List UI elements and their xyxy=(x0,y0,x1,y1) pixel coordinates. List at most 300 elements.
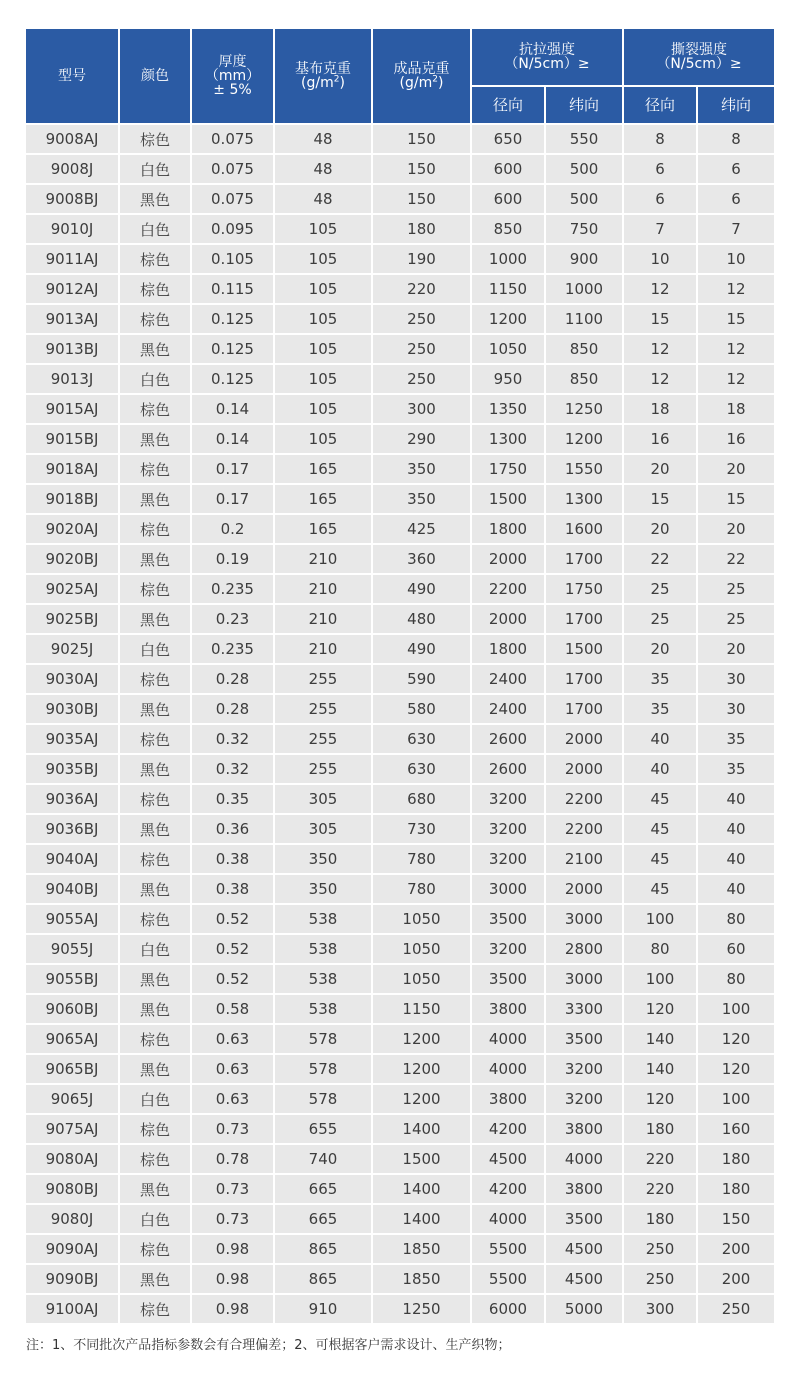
header-thickness: 厚度 （mm） ± 5% xyxy=(192,29,275,125)
cell-color: 棕色 xyxy=(120,275,192,305)
cell-tensile-weft: 1000 xyxy=(546,275,624,305)
cell-thickness: 0.125 xyxy=(192,335,275,365)
cell-tensile-warp: 1800 xyxy=(472,635,546,665)
cell-tear-weft: 180 xyxy=(698,1175,774,1205)
cell-tensile-warp: 1050 xyxy=(472,335,546,365)
cell-tear-weft: 6 xyxy=(698,155,774,185)
cell-base-weight: 105 xyxy=(275,305,373,335)
header-tear-warp: 径向 xyxy=(624,87,698,125)
table-row xyxy=(26,305,774,335)
cell-tensile-weft: 1600 xyxy=(546,515,624,545)
cell-tear-weft: 8 xyxy=(698,125,774,155)
cell-model: 9036BJ xyxy=(26,815,120,845)
cell-thickness: 0.98 xyxy=(192,1265,275,1295)
cell-model: 9012AJ xyxy=(26,275,120,305)
cell-thickness: 0.17 xyxy=(192,485,275,515)
cell-tear-weft: 80 xyxy=(698,905,774,935)
cell-color: 棕色 xyxy=(120,245,192,275)
cell-final-weight: 1050 xyxy=(373,965,472,995)
cell-model: 9010J xyxy=(26,215,120,245)
cell-final-weight: 300 xyxy=(373,395,472,425)
cell-final-weight: 780 xyxy=(373,845,472,875)
cell-base-weight: 655 xyxy=(275,1115,373,1145)
table-row xyxy=(26,425,774,455)
cell-thickness: 0.38 xyxy=(192,845,275,875)
table-row xyxy=(26,725,774,755)
cell-tensile-warp: 4200 xyxy=(472,1175,546,1205)
cell-tear-weft: 120 xyxy=(698,1025,774,1055)
table-row xyxy=(26,1145,774,1175)
cell-model: 9090AJ xyxy=(26,1235,120,1265)
cell-base-weight: 165 xyxy=(275,515,373,545)
table-row xyxy=(26,665,774,695)
table-row xyxy=(26,395,774,425)
table-row xyxy=(26,995,774,1025)
cell-base-weight: 165 xyxy=(275,455,373,485)
cell-tensile-weft: 1700 xyxy=(546,665,624,695)
cell-final-weight: 730 xyxy=(373,815,472,845)
cell-tear-warp: 8 xyxy=(624,125,698,155)
cell-color: 黑色 xyxy=(120,755,192,785)
cell-color: 黑色 xyxy=(120,1055,192,1085)
cell-tensile-warp: 1200 xyxy=(472,305,546,335)
cell-final-weight: 1850 xyxy=(373,1235,472,1265)
cell-tear-weft: 250 xyxy=(698,1295,774,1325)
cell-base-weight: 48 xyxy=(275,155,373,185)
cell-final-weight: 490 xyxy=(373,635,472,665)
cell-model: 9036AJ xyxy=(26,785,120,815)
cell-tensile-warp: 3500 xyxy=(472,905,546,935)
cell-tear-weft: 7 xyxy=(698,215,774,245)
cell-color: 棕色 xyxy=(120,455,192,485)
cell-tensile-warp: 950 xyxy=(472,365,546,395)
cell-final-weight: 1400 xyxy=(373,1115,472,1145)
table-body xyxy=(26,125,774,1325)
cell-tear-warp: 250 xyxy=(624,1235,698,1265)
cell-thickness: 0.125 xyxy=(192,305,275,335)
cell-model: 9020AJ xyxy=(26,515,120,545)
cell-thickness: 0.235 xyxy=(192,575,275,605)
table-row xyxy=(26,125,774,155)
table-row xyxy=(26,965,774,995)
cell-tensile-weft: 1300 xyxy=(546,485,624,515)
cell-color: 棕色 xyxy=(120,515,192,545)
cell-color: 棕色 xyxy=(120,905,192,935)
cell-tensile-warp: 3200 xyxy=(472,845,546,875)
cell-tear-weft: 35 xyxy=(698,755,774,785)
table-row xyxy=(26,935,774,965)
cell-tensile-weft: 2000 xyxy=(546,875,624,905)
cell-final-weight: 680 xyxy=(373,785,472,815)
cell-base-weight: 105 xyxy=(275,365,373,395)
cell-color: 棕色 xyxy=(120,845,192,875)
cell-tear-warp: 180 xyxy=(624,1115,698,1145)
cell-final-weight: 150 xyxy=(373,155,472,185)
table-row xyxy=(26,485,774,515)
cell-final-weight: 1400 xyxy=(373,1205,472,1235)
cell-model: 9030BJ xyxy=(26,695,120,725)
cell-base-weight: 665 xyxy=(275,1175,373,1205)
table-row xyxy=(26,1175,774,1205)
cell-tensile-warp: 1500 xyxy=(472,485,546,515)
cell-tensile-weft: 850 xyxy=(546,365,624,395)
cell-tear-warp: 20 xyxy=(624,515,698,545)
cell-base-weight: 210 xyxy=(275,545,373,575)
table-row xyxy=(26,785,774,815)
cell-model: 9065J xyxy=(26,1085,120,1115)
cell-final-weight: 1200 xyxy=(373,1055,472,1085)
cell-thickness: 0.73 xyxy=(192,1115,275,1145)
cell-tensile-weft: 1250 xyxy=(546,395,624,425)
cell-model: 9040AJ xyxy=(26,845,120,875)
cell-model: 9055AJ xyxy=(26,905,120,935)
header-tensile-weft: 纬向 xyxy=(546,87,624,125)
cell-tear-weft: 20 xyxy=(698,455,774,485)
cell-base-weight: 48 xyxy=(275,125,373,155)
cell-tensile-weft: 3800 xyxy=(546,1115,624,1145)
cell-color: 白色 xyxy=(120,635,192,665)
cell-tear-warp: 45 xyxy=(624,785,698,815)
cell-color: 黑色 xyxy=(120,485,192,515)
cell-model: 9018BJ xyxy=(26,485,120,515)
header-tensile-warp: 径向 xyxy=(472,87,546,125)
cell-thickness: 0.52 xyxy=(192,965,275,995)
cell-base-weight: 105 xyxy=(275,245,373,275)
cell-thickness: 0.73 xyxy=(192,1205,275,1235)
cell-tear-weft: 12 xyxy=(698,365,774,395)
cell-base-weight: 255 xyxy=(275,695,373,725)
cell-thickness: 0.35 xyxy=(192,785,275,815)
cell-tensile-weft: 1200 xyxy=(546,425,624,455)
cell-color: 白色 xyxy=(120,1205,192,1235)
cell-tear-warp: 15 xyxy=(624,485,698,515)
cell-thickness: 0.63 xyxy=(192,1055,275,1085)
cell-model: 9080AJ xyxy=(26,1145,120,1175)
cell-model: 9035BJ xyxy=(26,755,120,785)
cell-tensile-warp: 4200 xyxy=(472,1115,546,1145)
cell-tear-weft: 20 xyxy=(698,515,774,545)
cell-final-weight: 1200 xyxy=(373,1025,472,1055)
cell-model: 9090BJ xyxy=(26,1265,120,1295)
cell-tensile-weft: 2200 xyxy=(546,785,624,815)
cell-final-weight: 1200 xyxy=(373,1085,472,1115)
cell-final-weight: 1050 xyxy=(373,905,472,935)
cell-tensile-weft: 3000 xyxy=(546,965,624,995)
cell-tear-weft: 15 xyxy=(698,305,774,335)
cell-model: 9075AJ xyxy=(26,1115,120,1145)
cell-tensile-weft: 2100 xyxy=(546,845,624,875)
cell-thickness: 0.23 xyxy=(192,605,275,635)
cell-tear-warp: 12 xyxy=(624,335,698,365)
cell-thickness: 0.075 xyxy=(192,185,275,215)
cell-model: 9008BJ xyxy=(26,185,120,215)
cell-base-weight: 865 xyxy=(275,1265,373,1295)
cell-thickness: 0.52 xyxy=(192,935,275,965)
table-row xyxy=(26,155,774,185)
cell-tear-weft: 40 xyxy=(698,785,774,815)
cell-tensile-weft: 500 xyxy=(546,155,624,185)
cell-base-weight: 255 xyxy=(275,755,373,785)
cell-tensile-weft: 3000 xyxy=(546,905,624,935)
header-tear-weft: 纬向 xyxy=(698,87,774,125)
cell-model: 9100AJ xyxy=(26,1295,120,1325)
cell-tear-weft: 22 xyxy=(698,545,774,575)
cell-tensile-weft: 2200 xyxy=(546,815,624,845)
cell-color: 棕色 xyxy=(120,1115,192,1145)
cell-tensile-weft: 750 xyxy=(546,215,624,245)
cell-tensile-weft: 1100 xyxy=(546,305,624,335)
cell-model: 9055J xyxy=(26,935,120,965)
cell-base-weight: 210 xyxy=(275,605,373,635)
cell-tensile-warp: 850 xyxy=(472,215,546,245)
cell-final-weight: 220 xyxy=(373,275,472,305)
cell-base-weight: 665 xyxy=(275,1205,373,1235)
cell-tear-warp: 25 xyxy=(624,575,698,605)
cell-model: 9025J xyxy=(26,635,120,665)
cell-tear-warp: 120 xyxy=(624,1085,698,1115)
header-model: 型号 xyxy=(26,29,120,125)
cell-color: 黑色 xyxy=(120,965,192,995)
cell-model: 9065BJ xyxy=(26,1055,120,1085)
cell-base-weight: 350 xyxy=(275,875,373,905)
cell-color: 棕色 xyxy=(120,785,192,815)
cell-tensile-warp: 600 xyxy=(472,155,546,185)
table-row xyxy=(26,635,774,665)
cell-tear-warp: 25 xyxy=(624,605,698,635)
table-row xyxy=(26,455,774,485)
cell-color: 棕色 xyxy=(120,575,192,605)
table-row xyxy=(26,1115,774,1145)
cell-tensile-weft: 1500 xyxy=(546,635,624,665)
cell-base-weight: 578 xyxy=(275,1025,373,1055)
cell-base-weight: 210 xyxy=(275,575,373,605)
table-row xyxy=(26,185,774,215)
table-row xyxy=(26,875,774,905)
cell-base-weight: 105 xyxy=(275,395,373,425)
cell-thickness: 0.28 xyxy=(192,695,275,725)
table-row xyxy=(26,335,774,365)
cell-thickness: 0.28 xyxy=(192,665,275,695)
cell-model: 9080J xyxy=(26,1205,120,1235)
cell-model: 9020BJ xyxy=(26,545,120,575)
table-row xyxy=(26,575,774,605)
spec-table xyxy=(26,29,774,1325)
cell-tear-weft: 15 xyxy=(698,485,774,515)
cell-tensile-weft: 1550 xyxy=(546,455,624,485)
cell-tear-warp: 20 xyxy=(624,635,698,665)
cell-tear-weft: 40 xyxy=(698,875,774,905)
cell-tear-weft: 18 xyxy=(698,395,774,425)
table-row xyxy=(26,275,774,305)
cell-tear-weft: 25 xyxy=(698,575,774,605)
cell-base-weight: 578 xyxy=(275,1085,373,1115)
footnote: 注：1、不同批次产品指标参数会有合理偏差；2、可根据客户需求设计、生产织物； xyxy=(26,1338,511,1353)
cell-tensile-weft: 2800 xyxy=(546,935,624,965)
cell-tensile-weft: 2000 xyxy=(546,725,624,755)
cell-color: 黑色 xyxy=(120,545,192,575)
cell-color: 黑色 xyxy=(120,875,192,905)
cell-thickness: 0.32 xyxy=(192,725,275,755)
cell-final-weight: 250 xyxy=(373,305,472,335)
cell-tensile-weft: 550 xyxy=(546,125,624,155)
cell-tear-weft: 150 xyxy=(698,1205,774,1235)
cell-tensile-warp: 4000 xyxy=(472,1055,546,1085)
cell-thickness: 0.36 xyxy=(192,815,275,845)
cell-base-weight: 105 xyxy=(275,335,373,365)
cell-tear-warp: 12 xyxy=(624,365,698,395)
header-tensile: 抗拉强度 （N/5cm）≥ xyxy=(472,29,624,87)
table-row xyxy=(26,815,774,845)
cell-tensile-weft: 1700 xyxy=(546,605,624,635)
cell-tear-warp: 6 xyxy=(624,155,698,185)
cell-color: 白色 xyxy=(120,215,192,245)
cell-final-weight: 580 xyxy=(373,695,472,725)
cell-tensile-weft: 3800 xyxy=(546,1175,624,1205)
cell-final-weight: 1050 xyxy=(373,935,472,965)
cell-tear-weft: 30 xyxy=(698,665,774,695)
cell-tear-warp: 40 xyxy=(624,725,698,755)
cell-color: 黑色 xyxy=(120,605,192,635)
cell-tensile-warp: 2400 xyxy=(472,695,546,725)
cell-tensile-weft: 3500 xyxy=(546,1025,624,1055)
cell-tensile-weft: 2000 xyxy=(546,755,624,785)
cell-tear-weft: 160 xyxy=(698,1115,774,1145)
cell-tear-warp: 220 xyxy=(624,1145,698,1175)
cell-tensile-weft: 1750 xyxy=(546,575,624,605)
cell-model: 9013J xyxy=(26,365,120,395)
cell-model: 9065AJ xyxy=(26,1025,120,1055)
cell-tensile-warp: 2600 xyxy=(472,755,546,785)
cell-tear-warp: 250 xyxy=(624,1265,698,1295)
cell-base-weight: 350 xyxy=(275,845,373,875)
cell-final-weight: 350 xyxy=(373,455,472,485)
cell-base-weight: 105 xyxy=(275,425,373,455)
table-row xyxy=(26,245,774,275)
cell-tensile-warp: 1150 xyxy=(472,275,546,305)
cell-tear-weft: 6 xyxy=(698,185,774,215)
cell-tensile-warp: 1750 xyxy=(472,455,546,485)
cell-color: 黑色 xyxy=(120,815,192,845)
cell-tensile-weft: 900 xyxy=(546,245,624,275)
table-row xyxy=(26,1205,774,1235)
table-row xyxy=(26,905,774,935)
cell-tear-warp: 45 xyxy=(624,815,698,845)
cell-tensile-weft: 5000 xyxy=(546,1295,624,1325)
header-tear: 撕裂强度 （N/5cm）≥ xyxy=(624,29,774,87)
cell-tensile-warp: 2200 xyxy=(472,575,546,605)
cell-final-weight: 190 xyxy=(373,245,472,275)
cell-tear-warp: 80 xyxy=(624,935,698,965)
cell-tear-weft: 25 xyxy=(698,605,774,635)
cell-tear-warp: 100 xyxy=(624,965,698,995)
table-row xyxy=(26,605,774,635)
cell-model: 9018AJ xyxy=(26,455,120,485)
cell-color: 黑色 xyxy=(120,995,192,1025)
cell-final-weight: 480 xyxy=(373,605,472,635)
cell-color: 黑色 xyxy=(120,1265,192,1295)
cell-base-weight: 305 xyxy=(275,815,373,845)
cell-final-weight: 490 xyxy=(373,575,472,605)
cell-tear-warp: 140 xyxy=(624,1055,698,1085)
cell-tensile-warp: 6000 xyxy=(472,1295,546,1325)
table-row xyxy=(26,695,774,725)
cell-color: 棕色 xyxy=(120,665,192,695)
cell-tensile-weft: 1700 xyxy=(546,545,624,575)
cell-final-weight: 425 xyxy=(373,515,472,545)
cell-color: 黑色 xyxy=(120,695,192,725)
cell-tensile-warp: 1300 xyxy=(472,425,546,455)
cell-thickness: 0.78 xyxy=(192,1145,275,1175)
cell-base-weight: 538 xyxy=(275,965,373,995)
cell-tensile-warp: 3200 xyxy=(472,815,546,845)
cell-tensile-warp: 2400 xyxy=(472,665,546,695)
cell-tensile-warp: 4500 xyxy=(472,1145,546,1175)
cell-tear-weft: 200 xyxy=(698,1235,774,1265)
cell-tensile-weft: 3200 xyxy=(546,1055,624,1085)
cell-final-weight: 150 xyxy=(373,185,472,215)
table-row xyxy=(26,515,774,545)
cell-color: 棕色 xyxy=(120,125,192,155)
cell-model: 9011AJ xyxy=(26,245,120,275)
cell-tear-warp: 140 xyxy=(624,1025,698,1055)
cell-thickness: 0.52 xyxy=(192,905,275,935)
table-row xyxy=(26,845,774,875)
cell-color: 白色 xyxy=(120,365,192,395)
cell-color: 棕色 xyxy=(120,1235,192,1265)
cell-thickness: 0.075 xyxy=(192,155,275,185)
cell-base-weight: 740 xyxy=(275,1145,373,1175)
cell-model: 9025AJ xyxy=(26,575,120,605)
cell-base-weight: 165 xyxy=(275,485,373,515)
cell-tear-warp: 40 xyxy=(624,755,698,785)
table-row xyxy=(26,755,774,785)
cell-tensile-warp: 3800 xyxy=(472,995,546,1025)
cell-color: 黑色 xyxy=(120,185,192,215)
cell-final-weight: 180 xyxy=(373,215,472,245)
cell-color: 棕色 xyxy=(120,1025,192,1055)
cell-base-weight: 578 xyxy=(275,1055,373,1085)
cell-tensile-weft: 1700 xyxy=(546,695,624,725)
cell-base-weight: 865 xyxy=(275,1235,373,1265)
cell-color: 白色 xyxy=(120,155,192,185)
cell-final-weight: 1250 xyxy=(373,1295,472,1325)
cell-model: 9055BJ xyxy=(26,965,120,995)
cell-tensile-weft: 3500 xyxy=(546,1205,624,1235)
cell-final-weight: 590 xyxy=(373,665,472,695)
cell-final-weight: 1150 xyxy=(373,995,472,1025)
cell-base-weight: 305 xyxy=(275,785,373,815)
cell-model: 9008J xyxy=(26,155,120,185)
cell-tear-weft: 100 xyxy=(698,995,774,1025)
cell-model: 9080BJ xyxy=(26,1175,120,1205)
cell-thickness: 0.63 xyxy=(192,1085,275,1115)
cell-tensile-warp: 1000 xyxy=(472,245,546,275)
cell-base-weight: 105 xyxy=(275,215,373,245)
cell-color: 黑色 xyxy=(120,335,192,365)
cell-color: 棕色 xyxy=(120,395,192,425)
table-row xyxy=(26,1025,774,1055)
cell-thickness: 0.105 xyxy=(192,245,275,275)
cell-tear-weft: 12 xyxy=(698,335,774,365)
cell-tensile-weft: 3200 xyxy=(546,1085,624,1115)
cell-thickness: 0.095 xyxy=(192,215,275,245)
cell-tear-warp: 22 xyxy=(624,545,698,575)
table-row xyxy=(26,215,774,245)
cell-tensile-warp: 3200 xyxy=(472,935,546,965)
cell-tear-weft: 120 xyxy=(698,1055,774,1085)
table-row xyxy=(26,1235,774,1265)
header-base-weight: 基布克重 $(g/m^2)$ xyxy=(275,29,373,125)
